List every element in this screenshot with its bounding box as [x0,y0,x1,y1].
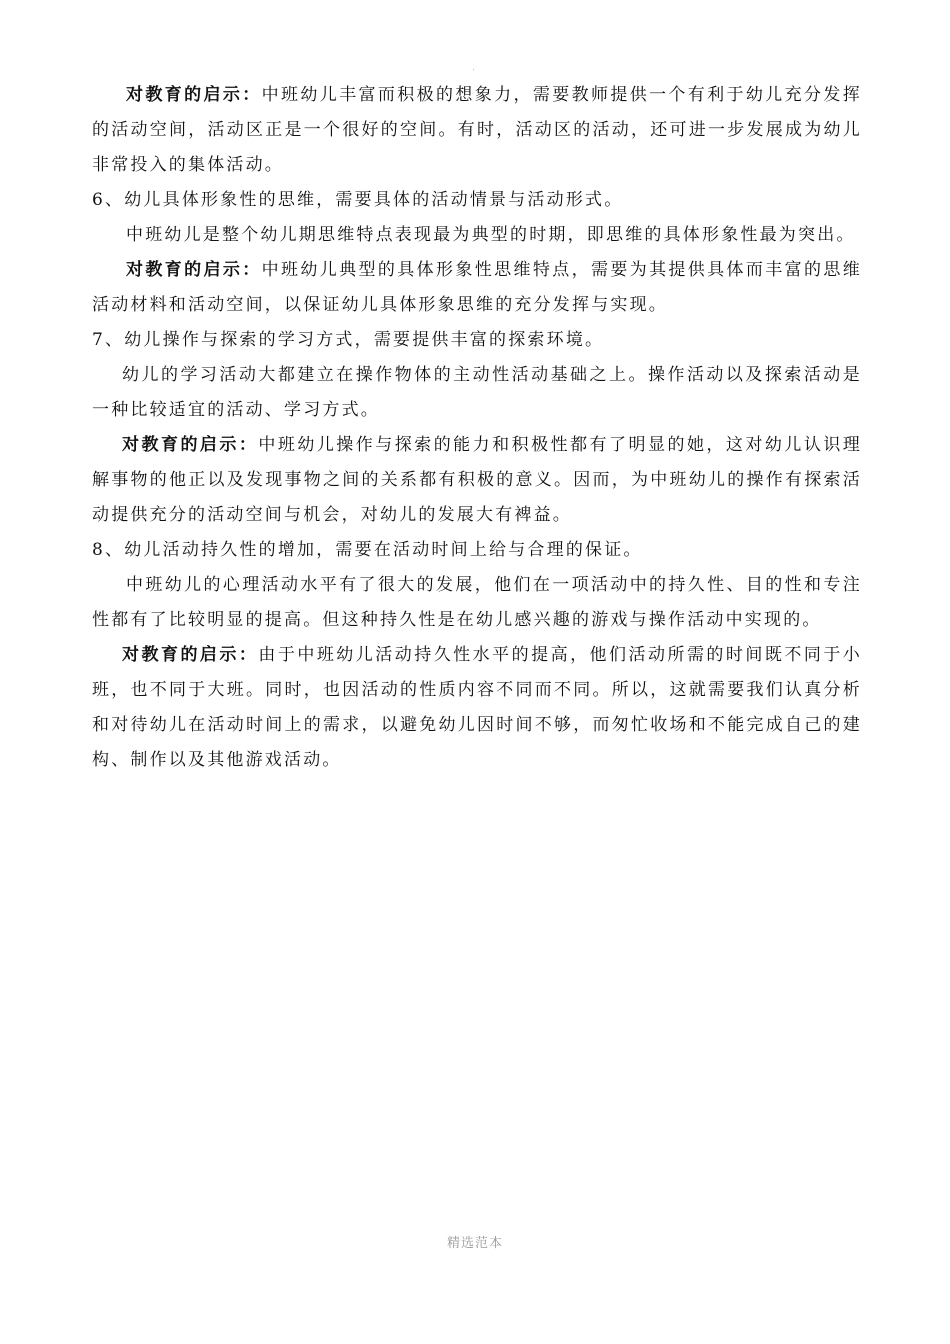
paragraph-persistence: 中班幼儿的心理活动水平有了很大的发展，他们在一项活动中的持久性、目的性和专注性都有了比较明显的提高。但这种持久性是在幼儿感兴趣的游戏与操作活动中实现的。 [92,575,862,630]
paragraph-insight-thinking [92,253,862,323]
header-mark: . [472,62,476,73]
insight-label: 对教育的启示： [126,260,262,280]
heading-item-6: 6、幼儿具体形象性的思维，需要具体的活动情景与活动形式。 [92,190,624,210]
heading-item-7: 7、幼儿操作与探索的学习方式，需要提供丰富的探索环境。 [92,330,605,350]
paragraph-text: 由于中班幼儿活动持久性水平的提高，他们活动所需的时间既不同于小班，也不同于大班。同时，也因活动的性质内容不同而不同。所以，这就需要我们认真分析和对待幼儿在活动时间上的需求，以避免幼儿因时间不够，而匆忙收场和不能完成自己的建构、制作以及其他游戏活动。 [92,645,862,770]
insight-label: 对教育的启示： [122,435,259,455]
paragraph-insight-imagination [92,78,862,183]
heading-item-8: 8、幼儿活动持久性的增加，需要在活动时间上给与合理的保证。 [92,540,643,560]
paragraph-text: 中班幼儿典型的具体形象性思维特点，需要为其提供具体而丰富的思维活动材料和活动空间，以保证幼儿具体形象思维的充分发挥与实现。 [92,260,862,315]
insight-label: 对教育的启示： [122,645,259,665]
paragraph-thinking: 中班幼儿是整个幼儿期思维特点表现最为典型的时期，即思维的具体形象性最为突出。 [126,225,856,245]
paragraph-insight-operation [92,428,862,533]
insight-label: 对教育的启示： [126,85,262,105]
paragraph-insight-persistence [92,638,862,778]
document-body [92,78,862,778]
paragraph-text: 中班幼儿操作与探索的能力和积极性都有了明显的她，这对幼儿认识理解事物的他正以及发现事物之间的关系都有积极的意义。因而，为中班幼儿的操作有探索活动提供充分的活动空间与机会，对幼儿的发展大有裨益。 [92,435,862,525]
paragraph-text: 中班幼儿丰富而积极的想象力，需要教师提供一个有利于幼儿充分发挥的活动空间，活动区正是一个很好的空间。有时，活动区的活动，还可进一步发展成为幼儿非常投入的集体活动。 [92,85,862,175]
footer-watermark: 精选范本 [446,1236,503,1251]
paragraph-operation: 幼儿的学习活动大都建立在操作物体的主动性活动基础之上。操作活动以及探索活动是一种比较适宜的活动、学习方式。 [92,365,862,420]
